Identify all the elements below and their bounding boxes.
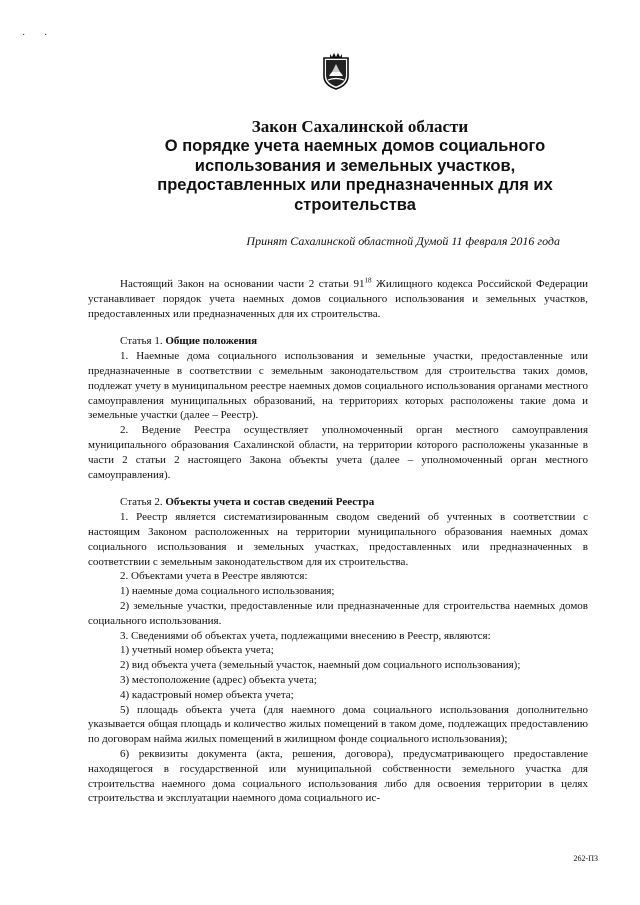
law-region-title: Закон Сахалинской области bbox=[251, 117, 469, 136]
article-2-part-3-item-2: 2) вид объекта учета (земельный участок, наемный дом социального использования); bbox=[120, 659, 521, 672]
law-body bbox=[88, 277, 588, 806]
article-1-part-2: 2. Ведение Реестра осуществляет уполномоченный орган местного самоуправления муниципального образования Сахалинской области, на территории которого расположены указанные в части 2 статьи 2 настоящего Закона объекты учета (далее – уполномоченный орган местного самоуправления). bbox=[88, 424, 588, 481]
preamble-paragraph: Настоящий Закон на основании части 2 статьи $91^{18}$ Жилищного кодекса Российской Федерации устанавливает порядок учета наемных домов социального использования и земельных участков, предоставленных или предназначенных для их строительства. bbox=[88, 276, 588, 320]
law-title-line: О порядке учета наемных домов социального bbox=[164, 137, 546, 155]
superscript: 18 bbox=[364, 276, 372, 285]
article-2-part-3: 3. Сведениями об объектах учета, подлежащими внесению в Реестр, являются: bbox=[120, 629, 491, 642]
article-2-part-2-item-1: 1) наемные дома социального использования; bbox=[120, 585, 335, 598]
document-code: 262-ПЗ bbox=[573, 854, 598, 863]
law-title-line: строительства bbox=[294, 195, 416, 214]
law-title-line: использования и земельных участков, bbox=[194, 156, 516, 175]
scan-speck: · bbox=[22, 30, 26, 41]
article-2-part-3-item-4: 4) кадастровый номер объекта учета; bbox=[120, 688, 294, 701]
article-2-part-2: 2. Объектами учета в Реестре являются: bbox=[120, 570, 308, 583]
coat-of-arms-icon bbox=[320, 50, 352, 90]
article-2-part-1: 1. Реестр является систематизированным сводом сведений об учтенных в соответствии с настоящим Законом расположенных на территории муниципального образования наемных домах социального использования и земельных участках, предоставленных или предназначенных в соответствии с земельным законодательством для их строительства. bbox=[88, 511, 588, 568]
article-2-part-3-item-3: 3) местоположение (адрес) объекта учета; bbox=[120, 673, 317, 686]
article-2-part-2-item-2: 2) земельные участки, предоставленные или предназначенные для строительства наемных домов социального использования. bbox=[88, 599, 588, 627]
article-2-part-3-item-1: 1) учетный номер объекта учета; bbox=[120, 644, 274, 657]
law-title bbox=[120, 137, 590, 215]
article-2-part-3-item-6: 6) реквизиты документа (акта, решения, договора), предусматривающего предоставление находящегося в государственной или муниципальной собственности земельного участка для строительства наемного дома социального использования либо для освоения территории в целях строительства и эксплуатации наемного дома социального ис- bbox=[88, 747, 588, 805]
article-2-heading: Статья 2. Объекты учета и состав сведений Реестра bbox=[120, 496, 375, 509]
scan-speck: · bbox=[44, 30, 48, 41]
article-2-part-3-item-5: 5) площадь объекта учета (для наемного дома социального использования дополнительно указывается общая площадь и количество жилых помещений в таком доме, подлежащих предоставлению по договорам найма жилых помещений в жилищном фонде социального использования); bbox=[88, 703, 588, 746]
law-title-line: предоставленных или предназначенных для их bbox=[157, 176, 553, 194]
adoption-note: Принят Сахалинской областной Думой 11 февраля 2016 года bbox=[246, 234, 560, 248]
article-1-heading: Статья 1. Общие положения bbox=[120, 335, 258, 348]
article-1-part-1: 1. Наемные дома социального использования и земельные участки, предоставленные или предназначенные в соответствии с земельным законодательством для строительства таких домов, подлежат учету в муниципальном реестре наемных домов социального использования органами местного самоуправления муниципальных образований, на территориях которых расположены такие дома и земельные участки (далее – Реестр). bbox=[88, 350, 588, 422]
